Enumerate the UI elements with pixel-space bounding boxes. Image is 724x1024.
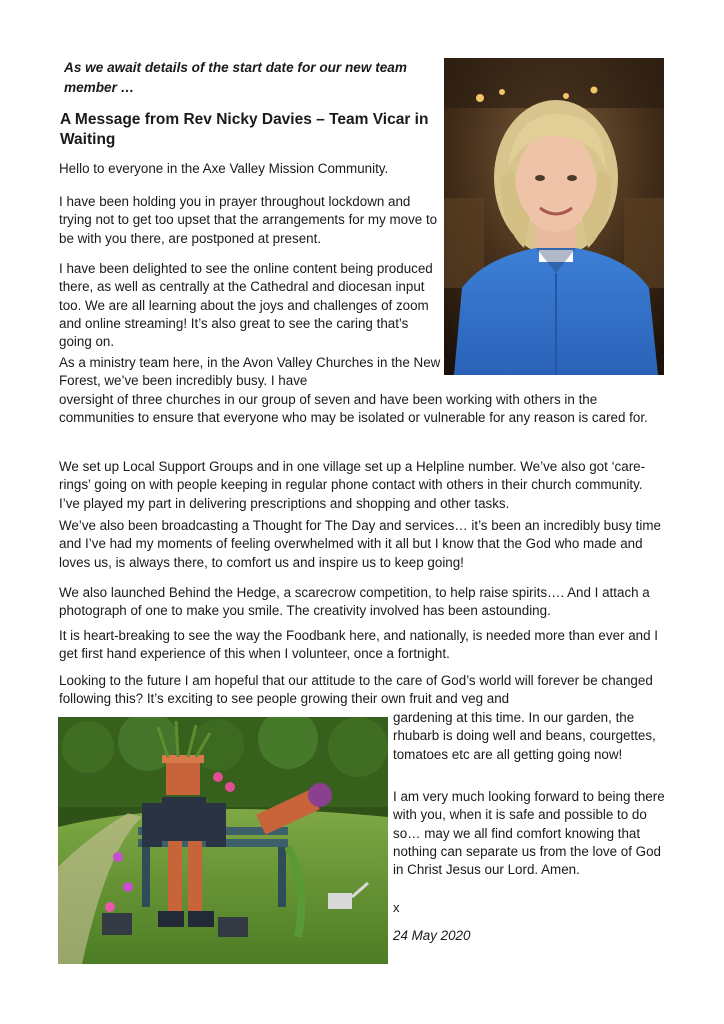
paragraph-closing: I am very much looking forward to being there with you, when it is safe and possible to do so… may we all find comfort knowing that nothing can separate us from the love of God in Christ Jesus our Lord. Amen. (393, 789, 665, 878)
sign-off-kiss: x (393, 900, 400, 915)
paragraph-broadcasting: We’ve also been broadcasting a Thought for The Day and services… it’s been an incredibly busy time and I’ve had my moments of feeling overwhelmed with it all but I know that the God who made and loves us, is always there, to comfort us and inspire us to keep going! (59, 518, 661, 570)
paragraph-ministry-intro: As a ministry team here, in the Avon Valley Churches in the New Forest, we’ve been incredibly busy. I have (59, 355, 441, 389)
scarecrow-photo (58, 717, 388, 964)
paragraph-garden: gardening at this time. In our garden, the rhubarb is doing well and beans, courgettes, tomatoes etc are all getting going now! (393, 710, 656, 762)
article-heading: A Message from Rev Nicky Davies – Team Vicar in Waiting (60, 111, 429, 148)
portrait-photo (444, 58, 664, 375)
paragraph-scarecrow: We also launched Behind the Hedge, a scarecrow competition, to help raise spirits…. And I attach a photograph of one to make you smile. The creativity involved has been astounding. (59, 585, 650, 619)
paragraph-future: Looking to the future I am hopeful that our attitude to the care of God’s world will forever be changed following this? It’s exciting to see people growing their own fruit and veg and (59, 673, 653, 707)
paragraph-ministry-oversight: oversight of three churches in our group of seven and have been working with others in the communities to ensure that everyone who may be isolated or vulnerable for any reason is cared for. (59, 392, 648, 426)
paragraph-foodbank: It is heart-breaking to see the way the Foodbank here, and nationally, is needed more than ever and I get first hand experience of this when I volunteer, once a fortnight. (59, 628, 658, 662)
paragraph-prayer: I have been holding you in prayer throughout lockdown and trying not to get too upset that the arrangements for my move to be with you there, are postponed at present. (59, 194, 438, 246)
intro-line: As we await details of the start date for our new team member … (64, 60, 407, 95)
paragraph-online-content: I have been delighted to see the online content being produced there, as well as centrally at the Cathedral and diocesan input too. We are all learning about the joys and challenges of zoom and online streaming! It’s also great to see the caring that’s going on. (59, 261, 433, 350)
paragraph-greeting: Hello to everyone in the Axe Valley Mission Community. (59, 161, 389, 176)
paragraph-support-groups: We set up Local Support Groups and in one village set up a Helpline number. We’ve also got ‘care-rings’ going on with people keeping in regular phone contact with others in their church community. I’ve played my part in delivering prescriptions and shopping and other tasks. (59, 459, 646, 511)
letter-date: 24 May 2020 (393, 928, 471, 943)
